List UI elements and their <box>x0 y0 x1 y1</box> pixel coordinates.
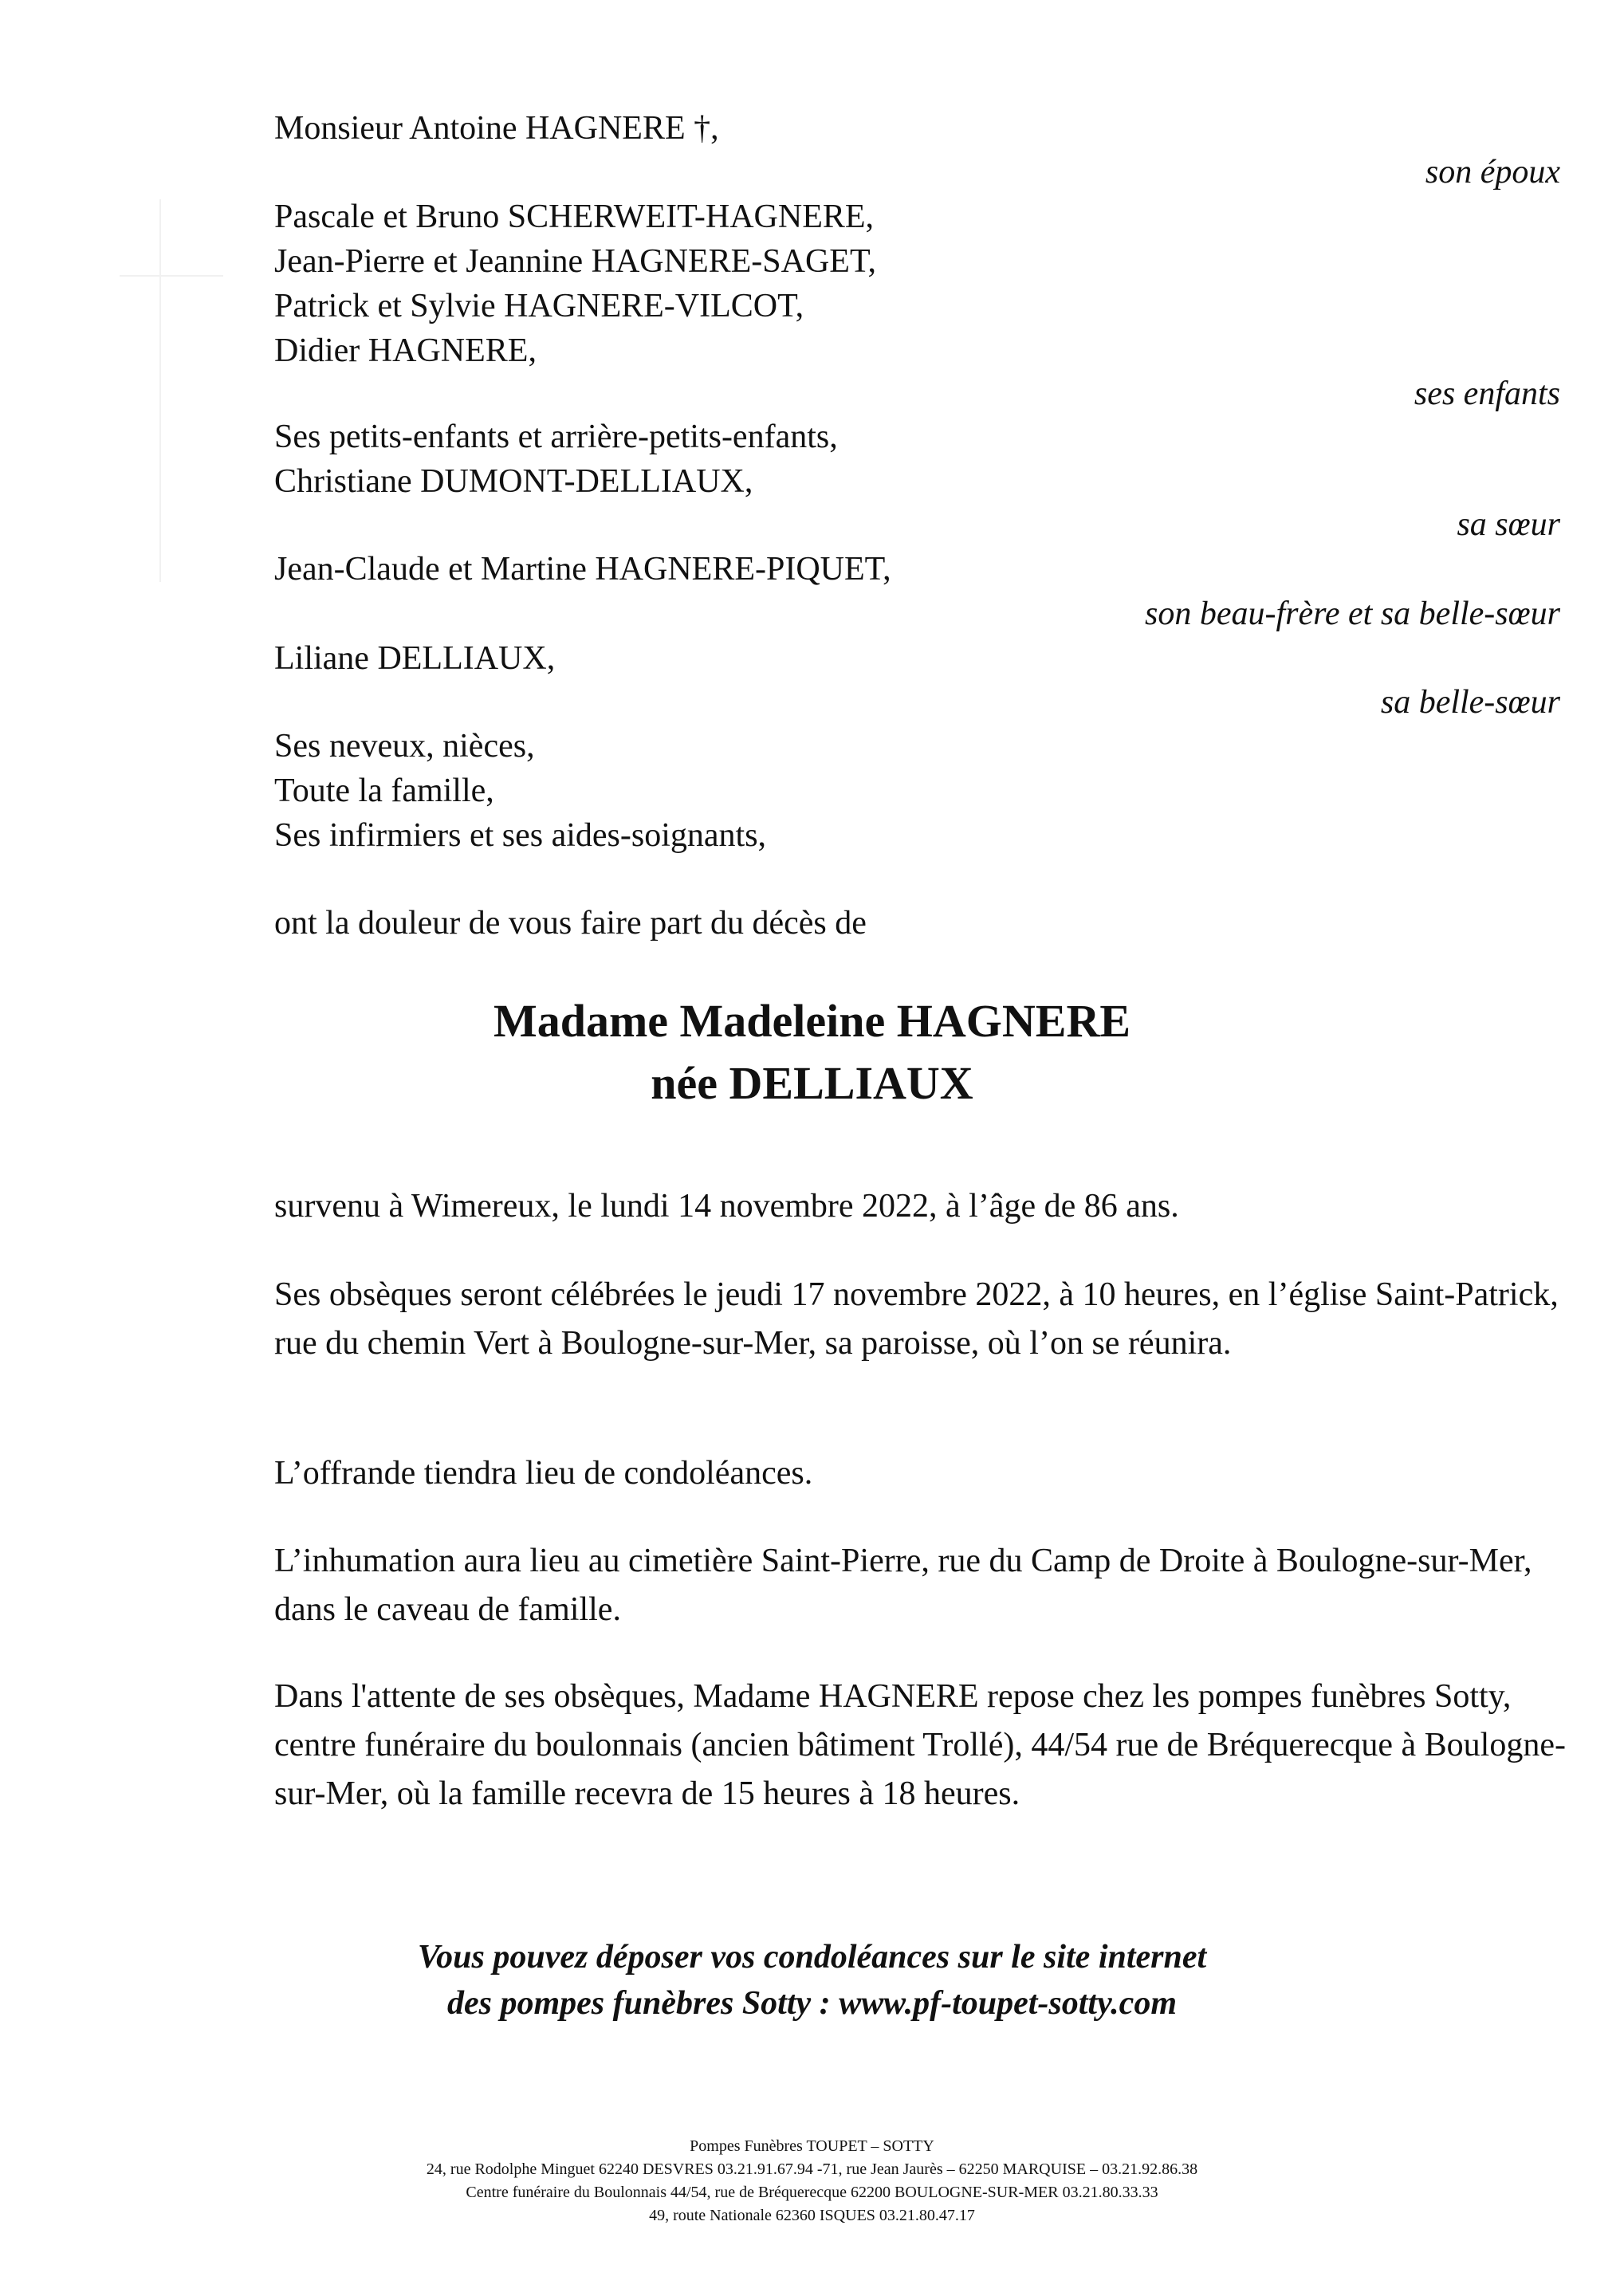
sister-name: Christiane DUMONT-DELLIAUX, <box>274 463 753 500</box>
website-line-2: des pompes funèbres Sotty : www.pf-toupet-sotty.com <box>447 1985 1177 2022</box>
offering-details: L’offrande tiendra lieu de condoléances. <box>274 1455 813 1492</box>
deceased-maiden-name: née DELLIAUX <box>651 1057 973 1109</box>
others-line: Ses infirmiers et ses aides-soignants, <box>274 817 767 854</box>
child-line: Pascale et Bruno SCHERWEIT-HAGNERE, <box>274 199 875 235</box>
sister-in-law-relation: sa belle-sœur <box>1380 684 1560 721</box>
sister-in-law-name: Liliane DELLIAUX, <box>274 640 556 677</box>
husband-relation: son époux <box>1425 154 1560 191</box>
inlaws-name: Jean-Claude et Martine HAGNERE-PIQUET, <box>274 551 891 588</box>
faint-cross-watermark <box>159 199 161 582</box>
visitation-details: Dans l'attente de ses obsèques, Madame HAGNERE repose chez les pompes funèbres Sotty, centre funéraire du boulonnais (ancien bâtiment Trollé), 44/54 rue de Bréquerecque à Boulogne-sur-Mer, où la famille recevra de 15 heures à 18 heures. <box>274 1678 1566 1812</box>
announcement-line: ont la douleur de vous faire part du décès de <box>274 905 867 942</box>
burial-details: L’inhumation aura lieu au cimetière Saint-Pierre, rue du Camp de Droite à Boulogne-sur-Mer, dans le caveau de famille. <box>274 1543 1532 1628</box>
footer-address: 49, route Nationale 62360 ISQUES 03.21.80.47.17 <box>649 2207 975 2224</box>
grandchildren-line: Ses petits-enfants et arrière-petits-enfants, <box>274 419 838 455</box>
others-line: Toute la famille, <box>274 773 494 809</box>
children-relation: ses enfants <box>1414 375 1560 412</box>
husband-name: Monsieur Antoine HAGNERE †, <box>274 110 719 147</box>
deceased-name: Madame Madeleine HAGNERE <box>493 995 1131 1047</box>
footer-address: Centre funéraire du Boulonnais 44/54, rue de Bréquerecque 62200 BOULOGNE-SUR-MER 03.21.80.33.33 <box>466 2184 1158 2201</box>
child-line: Jean-Pierre et Jeannine HAGNERE-SAGET, <box>274 243 876 280</box>
website-line-1: Vous pouvez déposer vos condoléances sur le site internet <box>417 1939 1207 1976</box>
child-line: Patrick et Sylvie HAGNERE-VILCOT, <box>274 288 804 324</box>
footer-company: Pompes Funèbres TOUPET – SOTTY <box>690 2137 934 2155</box>
sister-relation: sa sœur <box>1457 506 1560 543</box>
death-details: survenu à Wimereux, le lundi 14 novembre 2022, à l’âge de 86 ans. <box>274 1188 1179 1225</box>
faint-cross-watermark-bar <box>120 275 223 277</box>
funeral-details: Ses obsèques seront célébrées le jeudi 17 novembre 2022, à 10 heures, en l’église Saint-Patrick, rue du chemin Vert à Boulogne-sur-Mer, sa paroisse, où l’on se réunira. <box>274 1276 1559 1362</box>
inlaws-relation: son beau-frère et sa belle-sœur <box>1144 596 1560 632</box>
footer-address: 24, rue Rodolphe Minguet 62240 DESVRES 03.21.91.67.94 -71, rue Jean Jaurès – 62250 MARQUISE – 03.21.92.86.38 <box>426 2160 1198 2178</box>
others-line: Ses neveux, nièces, <box>274 728 535 765</box>
child-line: Didier HAGNERE, <box>274 332 537 369</box>
